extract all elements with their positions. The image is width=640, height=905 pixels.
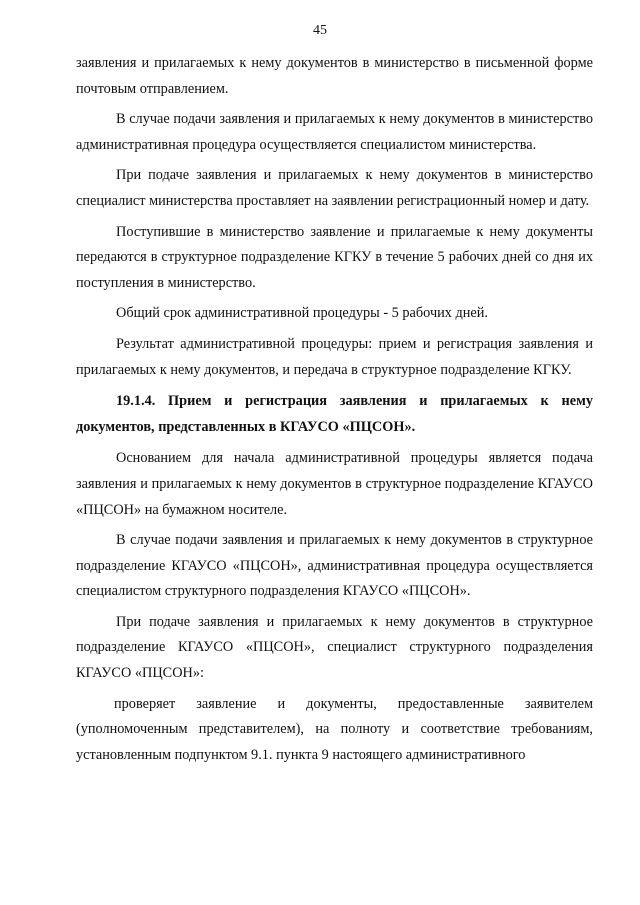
- page-number: 45: [313, 23, 327, 38]
- paragraph-specialist: При подаче заявления и прилагаемых к нему документов в структурное подразделение КГАУСО «ПЦСОН», специалист структурного подразделения КГАУСО «ПЦСОН»:: [76, 613, 593, 682]
- paragraph-basis: Основанием для начала административной процедуры является подача заявления и прилагаемых к нему документов в структурное подразделение КГАУСО «ПЦСОН» на бумажном носителе.: [76, 450, 593, 518]
- paragraph-total-term: Общий срок административной процедуры - 5 рабочих дней.: [116, 305, 489, 322]
- section-heading: 19.1.4. Прием и регистрация заявления и прилагаемых к нему документов, представленных в КГАУСО «ПЦСОН».: [76, 393, 593, 435]
- document-body: [76, 51, 593, 768]
- paragraph-result: Результат административной процедуры: прием и регистрация заявления и прилагаемых к нему документов, и передача в структурное подразделение КГКУ.: [76, 335, 593, 378]
- paragraph-ministry-procedure: В случае подачи заявления и прилагаемых к нему документов в министерство административная процедура осуществляется специалистом министерства.: [76, 111, 593, 153]
- paragraph-transfer: Поступившие в министерство заявление и прилагаемые к нему документы передаются в структурное подразделение КГКУ в течение 5 рабочих дней со дня их поступления в министерство.: [76, 223, 593, 291]
- paragraph-registration: При подаче заявления и прилагаемых к нему документов в министерство специалист министерства проставляет на заявлении регистрационный номер и дату.: [76, 167, 593, 209]
- paragraph-continuation: заявления и прилагаемых к нему документов в министерство в письменной форме почтовым отправлением.: [76, 55, 593, 97]
- list-item-check: проверяет заявление и документы, предоставленные заявителем (уполномоченным представителем), на полноту и соответствие требованиям, установленным подпунктом 9.1. пункта 9 настоящего административного: [76, 695, 593, 763]
- paragraph-pcson-procedure: В случае подачи заявления и прилагаемых к нему документов в структурное подразделение КГАУСО «ПЦСОН», административная процедура осуществляется специалистом структурного подразделения КГАУСО «ПЦСОН».: [76, 532, 593, 600]
